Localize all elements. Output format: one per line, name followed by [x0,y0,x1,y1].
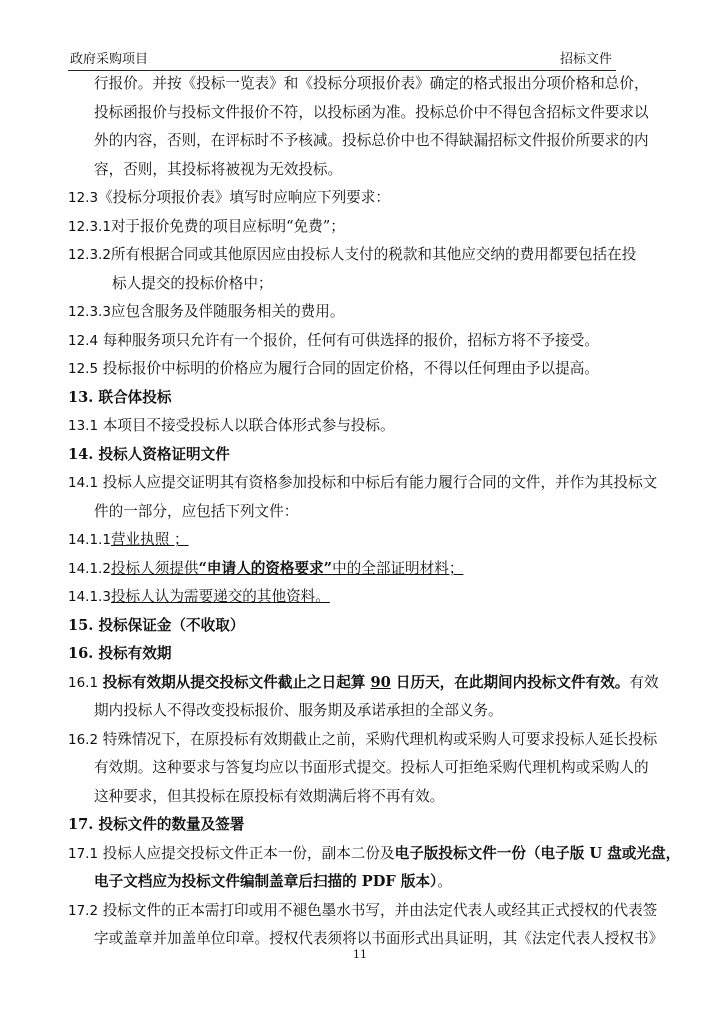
document-body [68,70,681,954]
text-segment: “申请人的资格要求” [198,559,333,577]
text-line [68,213,658,242]
text-segment: 对于报价免费的项目应标明“免费”； [110,217,345,235]
text-line [68,897,658,926]
text-segment: 12.5 [68,361,99,377]
page-header [68,50,616,71]
text-line [68,726,658,755]
text-segment: 17.2 [68,902,99,919]
text-segment: 13.1 [68,418,99,434]
text-segment: 件的一部分，应包括下列文件： [94,502,299,520]
text-line [68,441,658,470]
text-line [68,241,658,270]
text-segment: 12.3.1 [68,218,111,235]
text-segment: 17.1 [68,845,99,862]
text-segment: 有效 [629,673,659,691]
text-line [68,355,658,384]
text-segment: 投标人应提交投标文件正本一份，副本二份及 [98,844,395,862]
text-segment: 所有根据合同或其他原因应由投标人支付的税款和其他应交纳的费用都要包括在投 [110,246,637,263]
text-segment: 13. 联合体投标 [68,388,172,406]
text-line [68,412,658,441]
text-segment: 外的内容，否则，在评标时不予核减。投标总价中也不得缺漏招标文件报价所要求的内 [94,132,649,149]
text-line [68,640,658,669]
text-segment: 90 [370,673,391,691]
text-line [68,498,658,527]
text-line [68,840,681,869]
text-segment: 期内投标人不得改变投标报价、服务期及承诺承担的全部义务。 [94,702,503,719]
text-segment: 投标函报价与投标文件报价不符，以投标函为准。投标总价中不得包含招标文件要求以 [94,103,649,121]
text-segment: 14.1.1 [68,532,111,548]
text-segment: 16.2 [68,731,99,748]
text-line [68,669,658,698]
text-line [68,70,658,99]
text-line [68,526,658,555]
text-line [68,127,658,156]
text-line [68,99,658,128]
text-line [68,583,658,612]
text-line [68,754,658,783]
text-segment: 容，否则，其投标将被视为无效投标。 [94,160,343,178]
text-segment: 《投标分项报价表》填写时应响应下列要求： [98,189,390,206]
text-segment: 这种要求，但其投标在原投标有效期满后将不再有效。 [94,787,445,805]
text-segment: 投标有效期从提交投标文件截止之日起算 [102,673,371,691]
text-segment: 日历天，在此期间内投标文件有效。 [390,673,630,691]
text-segment: 14.1.2 [68,560,111,577]
text-segment: 电子文档应为投标文件编制盖章后扫描的 PDF 版本） [94,873,438,890]
text-segment: 每种服务项只允许有一个报价，任何有可供选择的报价，招标方将不予接受。 [98,331,599,349]
text-segment: 投标文件的正本需打印或用不褪色墨水书写，并由法定代表人或经其正式授权的代表签 [98,901,658,919]
text-line [68,612,658,641]
text-segment: 。 [437,873,452,890]
text-segment: 行报价。并按《投标一览表》和《投标分项报价表》确定的格式报出分项价格和总价， [94,75,649,92]
text-segment: 12.3.2 [68,247,111,263]
page-number: 11 [353,948,367,961]
text-segment: 投标人应提交证明其有资格参加投标和中标后有能力履行合同的文件，并作为其投标文 [98,474,658,491]
text-line [68,298,658,327]
text-line [68,469,658,498]
text-line [68,868,658,897]
text-segment: 16. 投标有效期 [68,645,172,662]
text-segment: 14.1.3 [68,589,111,605]
text-segment: 12.4 [68,332,99,349]
text-line [68,156,658,185]
text-line [68,327,658,356]
text-segment: 有效期。这种要求与答复均应以书面形式提交。投标人可拒绝采购代理机构或采购人的 [94,759,649,776]
text-segment: 12.3 [68,190,99,206]
text-segment: 14.1 [68,475,99,491]
text-segment: 17. 投标文件的数量及签署 [68,816,245,833]
text-line [68,783,658,812]
text-segment: 投标人认为需要递交的其他资料。 [110,588,330,605]
text-segment: 本项目不接受投标人以联合体形式参与投标。 [98,417,395,434]
text-segment: 特殊情况下，在原投标有效期截止之前，采购代理机构或采购人可要求投标人延长投标 [98,730,658,748]
text-line [68,811,658,840]
header-right: 招标文件 [559,52,612,67]
text-line [68,384,658,413]
text-line [68,555,658,584]
text-segment: 营业执照 ； [110,531,189,548]
text-line [68,270,658,299]
text-segment: 14. 投标人资格证明文件 [68,445,230,463]
text-segment: 投标人须提供 [110,559,199,577]
text-line [68,184,658,213]
header-left: 政府采购项目 [70,52,149,67]
text-segment: 投标报价中标明的价格应为履行合同的固定价格，不得以任何理由予以提高。 [98,360,599,377]
text-segment: 字或盖章并加盖单位印章。授权代表须将以书面形式出具证明，其《法定代表人授权书》 [94,930,664,947]
text-segment: 电子版投标文件一份（电子版 U 盘或光盘， [394,844,681,862]
text-segment: 标人提交的投标价格中； [112,274,273,292]
text-segment: 中的全部证明材料； [332,559,464,577]
text-line [68,697,658,726]
text-segment: 应包含服务及伴随服务相关的费用。 [110,303,345,320]
text-segment: 12.3.3 [68,304,111,320]
text-segment: 15. 投标保证金（不收取） [68,616,245,634]
text-segment: 16.1 [68,674,99,691]
